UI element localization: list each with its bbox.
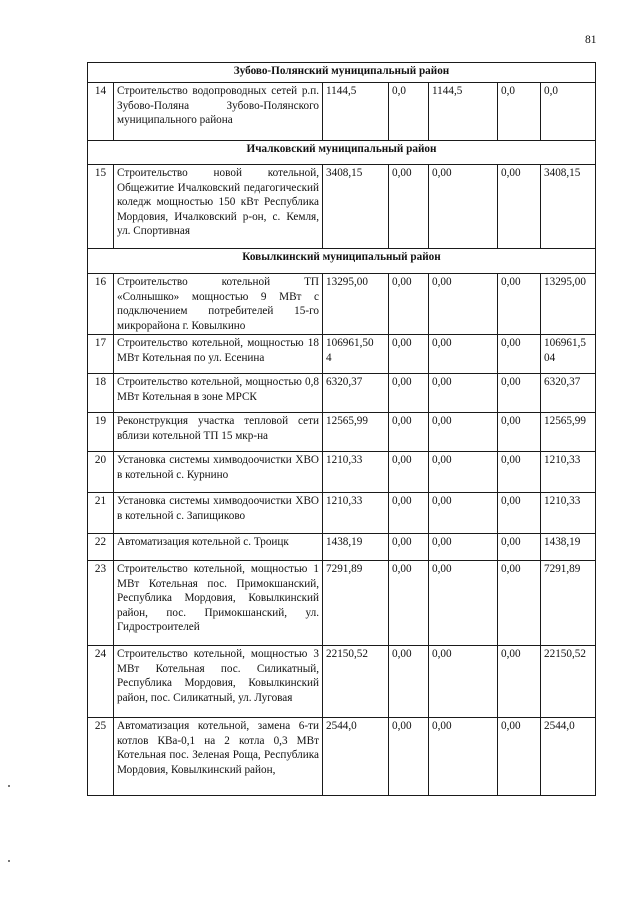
row-value-4: 0,00: [498, 561, 541, 646]
investment-table: [87, 62, 596, 796]
page-number: 81: [585, 34, 597, 46]
row-value-1: 1210,33: [323, 452, 389, 493]
table-row: [88, 534, 596, 561]
row-value-1: 1144,5: [323, 83, 389, 141]
row-value-3: 0,00: [429, 561, 498, 646]
row-number: 16: [88, 274, 114, 335]
row-number: 21: [88, 493, 114, 534]
row-value-1: 6320,37: [323, 374, 389, 413]
row-value-5: 7291,89: [541, 561, 596, 646]
row-description: Автоматизация котельной с. Троицк: [114, 534, 323, 561]
row-value-1: 3408,15: [323, 165, 389, 249]
row-value-5: 12565,99: [541, 413, 596, 452]
table-row: [88, 413, 596, 452]
row-value-4: 0,00: [498, 274, 541, 335]
row-description: Строительство котельной, мощностью 3 МВт Котельная пос. Силикатный, Республика Мордовия, Ковылкинский район, пос. Силикатный, ул. Луговая: [114, 646, 323, 718]
row-number: 25: [88, 718, 114, 796]
section-title: Ичалковский муниципальный район: [88, 141, 596, 165]
row-value-2: 0,0: [389, 83, 429, 141]
row-value-3: 0,00: [429, 534, 498, 561]
row-value-4: 0,00: [498, 374, 541, 413]
row-description: Установка системы химводоочистки ХВО в котельной с. Запищиково: [114, 493, 323, 534]
row-value-4: 0,0: [498, 83, 541, 141]
row-value-1: 1438,19: [323, 534, 389, 561]
row-value-5: 106961,5 04: [541, 335, 596, 374]
section-row: [88, 141, 596, 165]
row-description: Реконструкция участка тепловой сети вблизи котельной ТП 15 мкр-на: [114, 413, 323, 452]
table-row: [88, 561, 596, 646]
row-value-2: 0,00: [389, 534, 429, 561]
row-number: 14: [88, 83, 114, 141]
row-value-2: 0,00: [389, 413, 429, 452]
row-value-2: 0,00: [389, 165, 429, 249]
row-number: 22: [88, 534, 114, 561]
row-value-4: 0,00: [498, 452, 541, 493]
row-value-4: 0,00: [498, 646, 541, 718]
row-description: Строительство водопроводных сетей р.п. Зубово-Поляна Зубово-Полянского муниципального района: [114, 83, 323, 141]
table-row: [88, 452, 596, 493]
row-description: Автоматизация котельной, замена 6-ти котлов КВа-0,1 на 2 котла 0,3 МВт Котельная пос. Зеленая Роща, Республика Мордовия, Ковылкинский район,: [114, 718, 323, 796]
row-value-5: 1210,33: [541, 493, 596, 534]
row-value-5: 2544,0: [541, 718, 596, 796]
section-row: [88, 249, 596, 274]
row-description: Строительство котельной, мощностью 18 МВт Котельная по ул. Есенина: [114, 335, 323, 374]
table-row: [88, 274, 596, 335]
row-value-2: 0,00: [389, 274, 429, 335]
row-value-5: 22150,52: [541, 646, 596, 718]
row-number: 15: [88, 165, 114, 249]
table-row: [88, 374, 596, 413]
row-value-3: 0,00: [429, 374, 498, 413]
row-description: Строительство котельной, мощностью 0,8 МВт Котельная в зоне МРСК: [114, 374, 323, 413]
row-value-4: 0,00: [498, 718, 541, 796]
table-row: [88, 83, 596, 141]
row-value-1: 7291,89: [323, 561, 389, 646]
row-value-2: 0,00: [389, 718, 429, 796]
row-value-3: 0,00: [429, 718, 498, 796]
row-value-3: 0,00: [429, 413, 498, 452]
row-value-3: 0,00: [429, 646, 498, 718]
table-row: [88, 646, 596, 718]
row-description: Строительство котельной, мощностью 1 МВт Котельная пос. Примокшанский, Республика Мордовия, Ковылкинский район, пос. Примокшанский, ул. Гидростроителей: [114, 561, 323, 646]
row-value-1: 22150,52: [323, 646, 389, 718]
margin-dot: [8, 860, 10, 862]
row-value-2: 0,00: [389, 374, 429, 413]
row-value-5: 1438,19: [541, 534, 596, 561]
section-row: [88, 63, 596, 83]
row-value-3: 1144,5: [429, 83, 498, 141]
row-description: Строительство котельной ТП «Солнышко» мощностью 9 МВт с подключением потребителей 15-го микрорайона г. Ковылкино: [114, 274, 323, 335]
row-value-5: 3408,15: [541, 165, 596, 249]
row-value-1: 106961,50 4: [323, 335, 389, 374]
section-title: Ковылкинский муниципальный район: [88, 249, 596, 274]
row-value-1: 12565,99: [323, 413, 389, 452]
row-value-2: 0,00: [389, 335, 429, 374]
row-value-3: 0,00: [429, 165, 498, 249]
row-value-2: 0,00: [389, 646, 429, 718]
row-value-1: 1210,33: [323, 493, 389, 534]
row-number: 17: [88, 335, 114, 374]
row-number: 23: [88, 561, 114, 646]
row-value-5: 13295,00: [541, 274, 596, 335]
margin-dot: [8, 785, 10, 787]
row-value-3: 0,00: [429, 335, 498, 374]
row-value-2: 0,00: [389, 452, 429, 493]
row-value-4: 0,00: [498, 413, 541, 452]
row-value-1: 2544,0: [323, 718, 389, 796]
table-row: [88, 493, 596, 534]
row-value-2: 0,00: [389, 561, 429, 646]
row-value-3: 0,00: [429, 452, 498, 493]
row-description: Установка системы химводоочистки ХВО в котельной с. Курнино: [114, 452, 323, 493]
row-value-3: 0,00: [429, 493, 498, 534]
row-description: Строительство новой котельной, Общежитие Ичалковский педагогический коледж мощностью 150 кВт Республика Мордовия, Ичалковский р-он, с. Кемля, ул. Спортивная: [114, 165, 323, 249]
row-value-4: 0,00: [498, 335, 541, 374]
row-value-3: 0,00: [429, 274, 498, 335]
table-row: [88, 718, 596, 796]
section-title: Зубово-Полянский муниципальный район: [88, 63, 596, 83]
row-value-5: 0,0: [541, 83, 596, 141]
row-value-1: 13295,00: [323, 274, 389, 335]
row-number: 20: [88, 452, 114, 493]
row-number: 18: [88, 374, 114, 413]
row-value-4: 0,00: [498, 165, 541, 249]
row-number: 24: [88, 646, 114, 718]
row-value-4: 0,00: [498, 493, 541, 534]
row-value-5: 1210,33: [541, 452, 596, 493]
row-number: 19: [88, 413, 114, 452]
row-value-5: 6320,37: [541, 374, 596, 413]
table-row: [88, 165, 596, 249]
row-value-2: 0,00: [389, 493, 429, 534]
table-row: [88, 335, 596, 374]
row-value-4: 0,00: [498, 534, 541, 561]
